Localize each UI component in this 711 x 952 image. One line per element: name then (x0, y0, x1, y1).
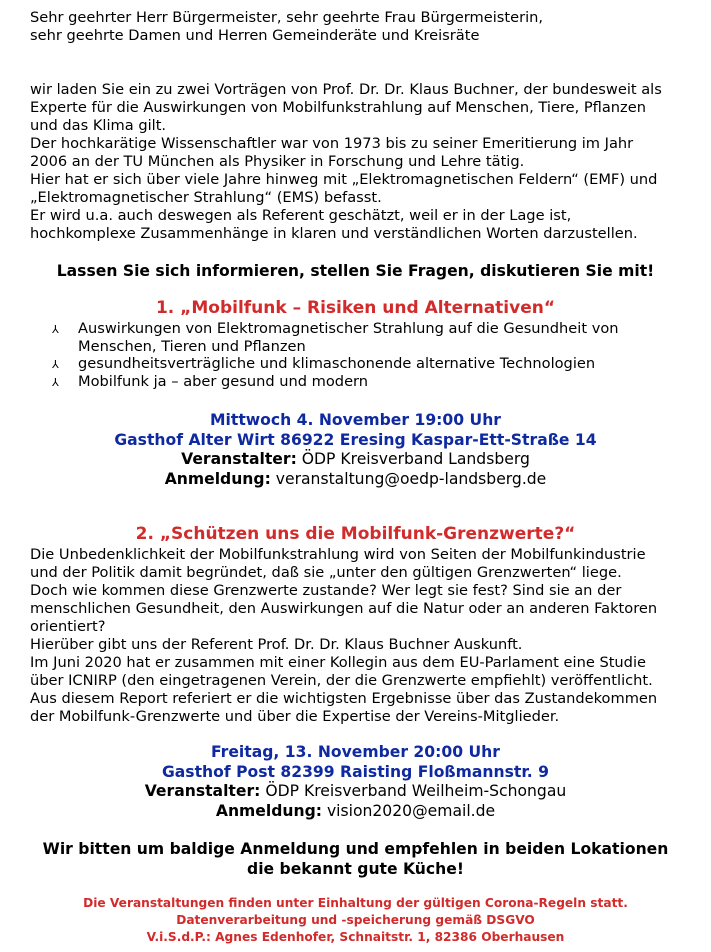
body-line: der Mobilfunk-Grenzwerte und über die Expertise der Vereins-Mitglieder. (30, 708, 560, 725)
intro-line: hochkomplexe Zusammenhänge in klaren und verständlichen Worten darzustellen. (30, 225, 638, 242)
body-line: Doch wie kommen diese Grenzwerte zustande? Wer legt sie fest? Sind sie an der (30, 582, 622, 599)
body-line: orientiert? (30, 618, 106, 635)
registration-label: Anmeldung: (164, 469, 271, 488)
salutation-line: Sehr geehrter Herr Bürgermeister, sehr geehrte Frau Bürgermeisterin, (30, 9, 544, 26)
list-item (52, 355, 692, 373)
salutation-line: sehr geehrte Damen und Herren Gemeinderäte und Kreisräte (30, 27, 480, 44)
closing-line: die bekannt gute Küche! (247, 860, 464, 878)
talk2-registration (0, 802, 711, 822)
talk2-title: 2. „Schützen uns die Mobilfunk-Grenzwerte?“ (135, 524, 576, 544)
intro-line: 2006 an der TU München als Physiker in Forschung und Lehre tätig. (30, 153, 525, 170)
list-item (52, 373, 692, 391)
footer-line: Datenverarbeitung und -speicherung gemäß DSGVO (176, 913, 535, 927)
call-to-action: Lassen Sie sich informieren, stellen Sie Fragen, diskutieren Sie mit! (56, 262, 655, 280)
organizer-label: Veranstalter: (181, 450, 297, 468)
list-item-text: Mobilfunk ja – aber gesund und modern (78, 372, 369, 390)
talk2-event-details (0, 743, 711, 821)
intro-paragraph (30, 81, 690, 243)
intro-line: Experte für die Auswirkungen von Mobilfunkstrahlung auf Menschen, Tiere, Pflanzen (30, 99, 646, 116)
body-line: über ICNIRP (den eingetragenen Verein, der die Grenzwerte empfiehlt) veröffentlicht. (30, 672, 653, 689)
footer-imprint (0, 895, 711, 946)
bullet-icon: ⅄ (52, 375, 59, 389)
salutation (30, 9, 543, 45)
list-item-text: gesundheitsverträgliche und klimaschonende alternative Technologien (78, 355, 596, 372)
footer-line: V.i.S.d.P.: Agnes Edenhofer, Schnaitstr. 1, 82386 Oberhausen (146, 930, 565, 944)
closing-line: Wir bitten um baldige Anmeldung und empfehlen in beiden Lokationen (42, 840, 669, 858)
talk1-venue: Gasthof Alter Wirt 86922 Eresing Kaspar-Ett-Straße 14 (114, 430, 597, 449)
registration-label: Anmeldung: (215, 801, 322, 820)
intro-line: wir laden Sie ein zu zwei Vorträgen von Prof. Dr. Dr. Klaus Buchner, der bundesweit als (30, 81, 662, 98)
footer-line: Die Veranstaltungen finden unter Einhaltung der gültigen Corona-Regeln statt. (83, 896, 628, 910)
talk1-registration (0, 470, 711, 490)
organizer-value: ÖDP Kreisverband Landsberg (296, 450, 530, 468)
intro-line: Hier hat er sich über viele Jahre hinweg mit „Elektromagnetischen Feldern“ (EMF) und (30, 171, 658, 188)
organizer-label: Veranstalter: (144, 782, 261, 800)
body-line: und der Politik damit begründet, daß sie „unter den gültigen Grenzwerten“ liege. (30, 564, 622, 581)
talk2-date: Freitag, 13. November 20:00 Uhr (211, 743, 500, 761)
talk1-event-details (0, 411, 711, 489)
talk1-topic-list (52, 320, 692, 390)
talk1-organizer (0, 450, 711, 470)
intro-line: Er wird u.a. auch deswegen als Referent geschätzt, weil er in der Lage ist, (30, 207, 572, 224)
list-item-text: Auswirkungen von Elektromagnetischer Strahlung auf die Gesundheit von Menschen, Tieren und Pflanzen (78, 320, 619, 355)
intro-line: „Elektromagnetischer Strahlung“ (EMS) befasst. (30, 189, 382, 206)
talk2-venue: Gasthof Post 82399 Raisting Floßmannstr. 9 (161, 762, 550, 781)
intro-line: Der hochkarätige Wissenschaftler war von 1973 bis zu seiner Emeritierung im Jahr (30, 135, 634, 152)
intro-line: und das Klima gilt. (30, 117, 167, 134)
body-line: Hierüber gibt uns der Referent Prof. Dr. Dr. Klaus Buchner Auskunft. (30, 636, 523, 653)
talk1-date: Mittwoch 4. November 19:00 Uhr (210, 411, 501, 429)
talk1-title: 1. „Mobilfunk – Risiken und Alternativen“ (155, 298, 556, 318)
registration-email[interactable]: vision2020@email.de (321, 801, 496, 820)
talk2-organizer (0, 782, 711, 802)
bullet-icon: ⅄ (52, 358, 59, 371)
bullet-icon: ⅄ (52, 323, 59, 336)
registration-email[interactable]: veranstaltung@oedp-landsberg.de (270, 469, 547, 488)
closing-note (0, 839, 711, 879)
organizer-value: ÖDP Kreisverband Weilheim-Schongau (260, 782, 567, 800)
list-item (52, 320, 692, 355)
talk2-description (30, 546, 690, 726)
body-line: menschlichen Gesundheit, den Auswirkungen auf die Natur oder an anderen Faktoren (30, 600, 658, 617)
body-line: Aus diesem Report referiert er die wichtigsten Ergebnisse über das Zustandekommen (30, 690, 658, 707)
body-line: Die Unbedenklichkeit der Mobilfunkstrahlung wird von Seiten der Mobilfunkindustrie (30, 546, 646, 563)
body-line: Im Juni 2020 hat er zusammen mit einer Kollegin aus dem EU-Parlament eine Studie (30, 654, 646, 671)
